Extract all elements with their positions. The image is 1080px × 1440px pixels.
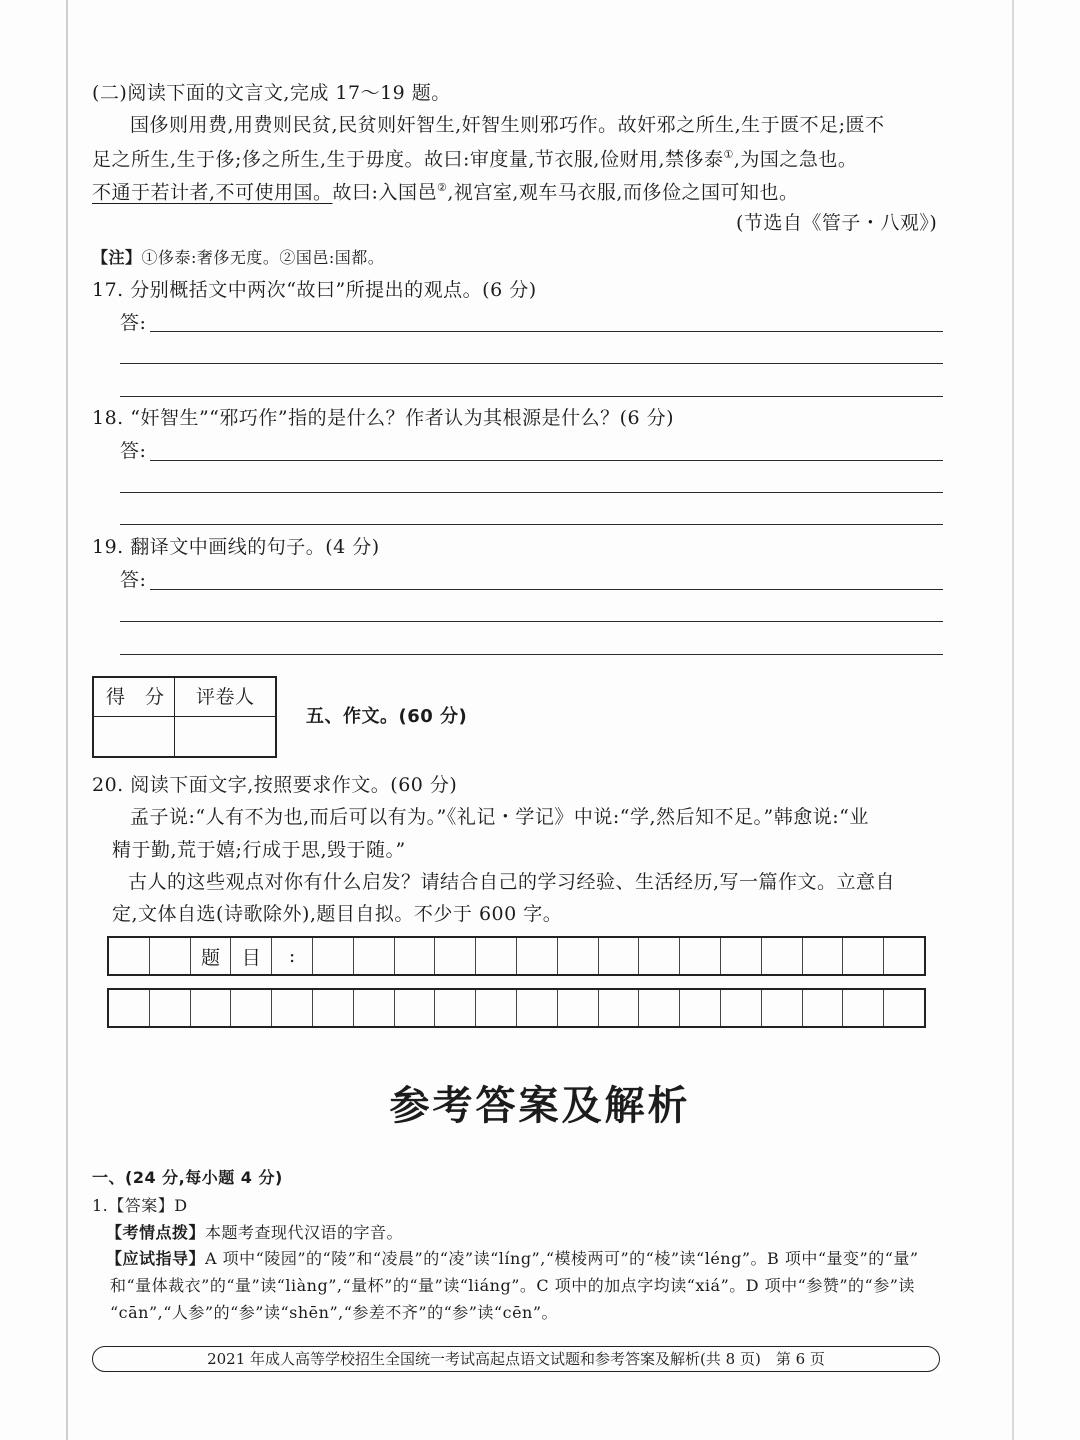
grid-square[interactable] (354, 990, 395, 1026)
grader-cell[interactable] (178, 719, 274, 755)
grid-square[interactable] (599, 938, 640, 974)
grid-square[interactable] (558, 938, 599, 974)
q20-line-4: 定,文体自选(诗歌除外),题目自拟。不少于 600 字。 (112, 903, 563, 925)
q1-answer: 1.【答案】D (92, 1196, 188, 1215)
writing-grid-title-row[interactable] (107, 936, 926, 976)
section5-title: 五、作文。(60 分) (306, 706, 468, 727)
page-left-edge (66, 0, 68, 1440)
grid-square[interactable] (680, 990, 721, 1026)
grid-square[interactable] (721, 990, 762, 1026)
passage-source: (节选自《管子・八观》) (736, 212, 938, 234)
underlined-sentence: 不通于若计者,不可使用国。 (92, 181, 333, 204)
grid-square[interactable] (843, 938, 884, 974)
grid-square[interactable] (272, 990, 313, 1026)
kaoqing: 【考情点拨】本题考查现代汉语的字音。 (106, 1223, 404, 1242)
grid-square[interactable] (231, 990, 272, 1026)
answer-line-19-1[interactable] (150, 589, 943, 590)
answer-label-19: 答: (120, 569, 147, 591)
grid-square[interactable] (639, 938, 680, 974)
writing-grid-row[interactable] (107, 988, 926, 1028)
question-18: 18. “奸智生”“邪巧作”指的是什么？作者认为其根源是什么？(6 分) (92, 407, 675, 429)
grid-square[interactable] (150, 938, 191, 974)
answer-line-17-1[interactable] (150, 331, 943, 332)
yingshi-line-3: “cān”,“人参”的“参”读“shēn”,“参差不齐”的“参”读“cēn”。 (110, 1303, 559, 1322)
q20-line-2: 精于勤,荒于嬉;行成于思,毁于随。” (112, 839, 406, 861)
grid-square[interactable] (435, 938, 476, 974)
q20-line-3: 古人的这些观点对你有什么启发？请结合自己的学习经验、生活经历,写一篇作文。立意自 (128, 871, 896, 893)
yingshi-line-1: 【应试指导】A 项中“陵园”的“陵”和“凌晨”的“凌”读“líng”,“模棱两可”的“棱”读“léng”。B 项中“量变”的“量” (106, 1249, 919, 1268)
answer-line-19-3[interactable] (120, 654, 943, 655)
answer-line-18-2[interactable] (120, 492, 943, 493)
page-right-edge (1012, 0, 1014, 1440)
grid-square[interactable] (476, 990, 517, 1026)
grid-square[interactable] (435, 990, 476, 1026)
grid-square[interactable] (517, 990, 558, 1026)
grid-square[interactable] (191, 990, 232, 1026)
grid-square[interactable] (150, 990, 191, 1026)
passage-line-1: 国侈则用费,用费则民贫,民贫则奸智生,奸智生则邪巧作。故奸邪之所生,生于匮不足;匮不 (130, 114, 885, 136)
grid-square[interactable] (680, 938, 721, 974)
grid-square[interactable] (354, 938, 395, 974)
grid-square[interactable] (517, 938, 558, 974)
page-footer: 2021 年成人高等学校招生全国统一考试高起点语文试题和参考答案及解析(共 8 页) 第 6 页 (92, 1346, 940, 1372)
answer-line-18-3[interactable] (120, 524, 943, 525)
yingshi-line-2: 和“量体裁衣”的“量”读“liàng”,“量杯”的“量”读“liáng”。C 项中的加点字均读“xiá”。D 项中“参赞”的“参”读 (110, 1276, 915, 1295)
score-table (92, 676, 277, 758)
passage-note: 【注】①侈泰:奢侈无度。②国邑:国都。 (92, 248, 385, 267)
grid-square[interactable] (803, 990, 844, 1026)
grid-square[interactable] (476, 938, 517, 974)
grid-square-colon: : (272, 938, 313, 974)
question-20: 20. 阅读下面文字,按照要求作文。(60 分) (92, 774, 458, 796)
passage-line-3: 不通于若计者,不可使用国。故曰:入国邑②,视宫室,观车马衣服,而侈俭之国可知也。 (92, 181, 799, 204)
answers-title: 参考答案及解析 (389, 1083, 691, 1129)
grid-square[interactable] (803, 938, 844, 974)
grid-square[interactable] (395, 938, 436, 974)
question-19: 19. 翻译文中画线的句子。(4 分) (92, 536, 380, 558)
score-header: 得 分 (106, 686, 165, 708)
grid-square[interactable] (762, 990, 803, 1026)
grid-square-title-2: 目 (231, 938, 272, 974)
grid-square[interactable] (313, 938, 354, 974)
answer-line-19-2[interactable] (120, 621, 943, 622)
grid-square[interactable] (884, 990, 924, 1026)
grid-square[interactable] (599, 990, 640, 1026)
q20-line-1: 孟子说:“人有不为也,而后可以有为。”《礼记・学记》中说:“学,然后知不足。”韩愈说:“业 (130, 806, 869, 828)
grid-square[interactable] (109, 938, 150, 974)
grid-square[interactable] (721, 938, 762, 974)
grid-square[interactable] (762, 938, 803, 974)
grid-square[interactable] (395, 990, 436, 1026)
question-17: 17. 分别概括文中两次“故曰”所提出的观点。(6 分) (92, 279, 537, 301)
grid-square[interactable] (639, 990, 680, 1026)
passage-line-2: 足之所生,生于侈;侈之所生,生于毋度。故曰:审度量,节衣服,俭财用,禁侈泰①,为国之急也。 (92, 148, 858, 171)
grader-header: 评卷人 (196, 686, 255, 708)
section2-heading: (二)阅读下面的文言文,完成 17～19 题。 (92, 82, 451, 104)
grid-square-title-1: 题 (191, 938, 232, 974)
grid-square[interactable] (884, 938, 924, 974)
answer-line-17-3[interactable] (120, 396, 943, 397)
grid-square[interactable] (313, 990, 354, 1026)
grid-square[interactable] (843, 990, 884, 1026)
answer-label-17: 答: (120, 312, 147, 334)
answer-line-17-2[interactable] (120, 363, 943, 364)
part1-heading: 一、(24 分,每小题 4 分) (92, 1168, 283, 1187)
answer-line-18-1[interactable] (150, 460, 943, 461)
grid-square[interactable] (109, 990, 150, 1026)
score-cell[interactable] (96, 719, 172, 755)
answer-label-18: 答: (120, 440, 147, 462)
grid-square[interactable] (558, 990, 599, 1026)
